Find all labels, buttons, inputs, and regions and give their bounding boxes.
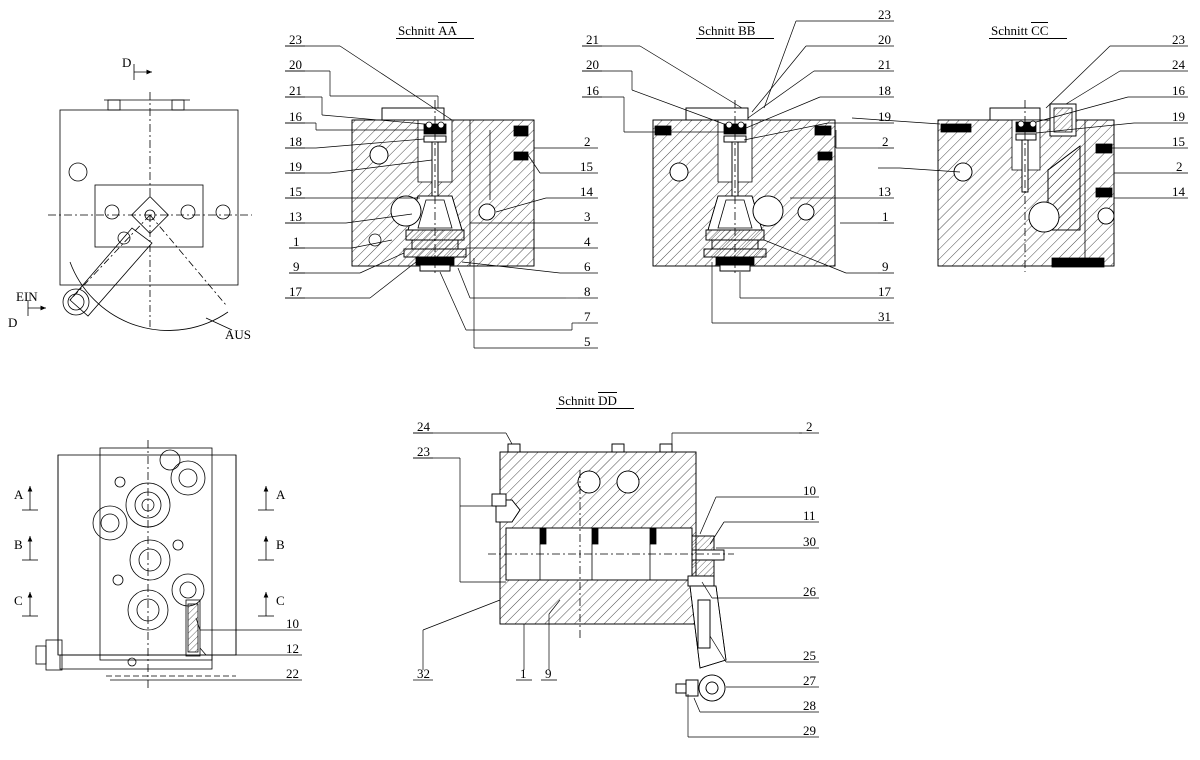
callout-number: 15	[1172, 134, 1185, 149]
callout-number: 2	[1176, 159, 1183, 174]
title-schnitt-bb	[698, 22, 755, 39]
section-mark-c-right: C	[276, 593, 285, 608]
callout-number: 32	[417, 666, 430, 681]
callout-number: 9	[293, 259, 300, 274]
callout-number: 16	[1172, 83, 1185, 98]
callout-number: 10	[803, 483, 816, 498]
callout-number: 16	[289, 109, 302, 124]
flow-label-ein: EIN	[16, 289, 38, 304]
callout-number: 15	[580, 159, 593, 174]
callout-number: 13	[289, 209, 302, 224]
callout-number: 20	[289, 57, 302, 72]
callout-number: 27	[803, 673, 816, 688]
callout-number: 16	[586, 83, 599, 98]
callout-number: 14	[580, 184, 593, 199]
callout-number: 2	[882, 134, 889, 149]
title-schnitt-cc	[991, 22, 1048, 39]
section-cc-body	[938, 100, 1114, 272]
callout-number: 2	[806, 419, 813, 434]
callout-number: 1	[882, 209, 889, 224]
title-schnitt-aa	[398, 22, 457, 39]
section-mark-c-left: C	[14, 593, 23, 608]
section-mark-a-right: A	[276, 487, 286, 502]
callout-number: 26	[803, 584, 816, 599]
callout-number: 9	[545, 666, 552, 681]
title-rule-aa	[396, 38, 474, 39]
callout-number: 24	[1172, 57, 1185, 72]
title-section: AA	[438, 23, 457, 38]
section-mark-d-top: D	[122, 55, 132, 70]
title-word: Schnitt	[991, 23, 1028, 38]
callout-number: 23	[878, 7, 891, 22]
title-word: Schnitt	[398, 23, 435, 38]
callout-number: 9	[882, 259, 889, 274]
callout-number: 19	[289, 159, 302, 174]
section-mark-a-left: A	[14, 487, 24, 502]
section-mark-b-left: B	[14, 537, 23, 552]
title-schnitt-dd	[558, 392, 617, 409]
callout-number: 7	[584, 309, 591, 324]
section-mark-b-right: B	[276, 537, 285, 552]
title-section: CC	[1031, 23, 1049, 38]
callout-number: 20	[586, 57, 599, 72]
title-rule-bb	[696, 38, 774, 39]
callout-number: 2	[584, 134, 591, 149]
callout-number: 21	[878, 57, 891, 72]
callout-number: 18	[289, 134, 302, 149]
callout-number: 30	[803, 534, 816, 549]
callout-number: 1	[293, 234, 300, 249]
callout-number: 17	[878, 284, 891, 299]
callout-number: 15	[289, 184, 302, 199]
callout-number: 3	[584, 209, 591, 224]
callout-number: 6	[584, 259, 591, 274]
callout-number: 23	[417, 444, 430, 459]
section-mark-d-bottom: D	[8, 315, 18, 330]
callout-number: 23	[1172, 32, 1185, 47]
callout-number: 25	[803, 648, 816, 663]
callout-number: 4	[584, 234, 591, 249]
callout-number: 24	[417, 419, 430, 434]
section-bb-body	[653, 100, 835, 275]
callout-number: 23	[289, 32, 302, 47]
callout-number: 29	[803, 723, 816, 738]
callout-number: 19	[878, 109, 891, 124]
callout-number: 18	[878, 83, 891, 98]
callout-number: 5	[584, 334, 591, 349]
front-view-gearbox	[22, 440, 274, 690]
callout-number: 19	[1172, 109, 1185, 124]
callout-number: 22	[286, 666, 299, 681]
callout-number: 8	[584, 284, 591, 299]
callout-number: 21	[289, 83, 302, 98]
title-section: DD	[598, 393, 617, 408]
callout-number: 17	[289, 284, 302, 299]
callout-number: 1	[520, 666, 527, 681]
callout-number: 20	[878, 32, 891, 47]
callout-number: 12	[286, 641, 299, 656]
callout-number: 14	[1172, 184, 1185, 199]
callout-number: 28	[803, 698, 816, 713]
flow-label-aus: AUS	[225, 327, 252, 342]
callout-number: 31	[878, 309, 891, 324]
title-word: Schnitt	[558, 393, 595, 408]
title-word: Schnitt	[698, 23, 735, 38]
callout-number: 11	[803, 508, 816, 523]
title-rule-dd	[556, 408, 634, 409]
section-dd-body	[488, 444, 734, 701]
title-rule-cc	[989, 38, 1067, 39]
callout-number: 21	[586, 32, 599, 47]
plan-view-lever	[28, 64, 252, 331]
callout-number: 10	[286, 616, 299, 631]
section-aa-body	[352, 100, 534, 275]
title-section: BB	[738, 23, 756, 38]
callout-number: 13	[878, 184, 891, 199]
